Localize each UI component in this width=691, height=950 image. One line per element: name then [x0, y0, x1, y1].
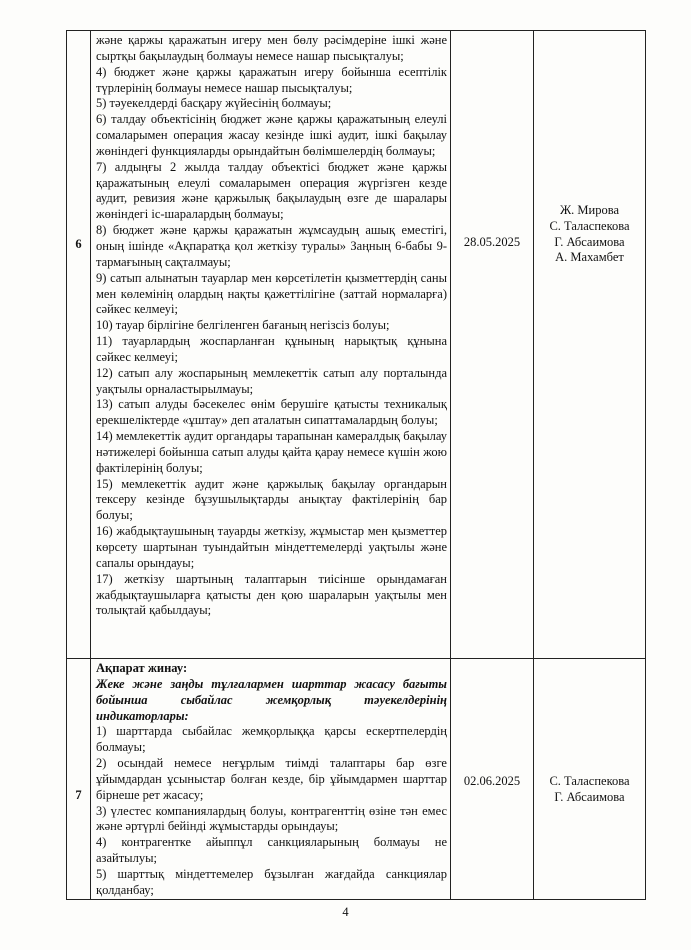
- row-number-cell: [67, 31, 91, 659]
- responsible-list: [534, 203, 645, 266]
- responsible-cell: [534, 659, 646, 900]
- responsible-person: Г. Абсаимова: [554, 789, 625, 804]
- responsible-person: Г. Абсаимова: [554, 234, 625, 249]
- responsible-cell: [534, 31, 646, 659]
- list-item: 9) сатып алынатын тауарлар мен көрсетілетін қызметтердің саны мен көлемінің олардың нақты қажеттілігіне (заттай нормаларға) сəйкес келмеуі;: [96, 270, 447, 317]
- list-item: 4) бюджет жəне қаржы қаражатын игеру бойынша есептілік түрлерінің болмауы немесе нашар пысықталуы;: [96, 64, 447, 95]
- list-item: 5) шарттық міндеттемелер бұзылған жағдайда санкциялар қолданбау;: [96, 866, 447, 897]
- row-number: 7: [75, 788, 82, 802]
- list-item: 2) осындай немесе неғұрлым тиімді талаптары бар өзге ұйымдардан ұсыныстар болған кезде, бір ұйымдармен шарттар бірнеше рет жасасу;: [96, 756, 447, 802]
- responsible-person: С. Таласпекова: [549, 218, 630, 233]
- list-item: 12) сатып алу жоспарының мемлекеттік сатып алу порталында уақтылы орналастырылмауы;: [96, 365, 447, 396]
- list-item: 5) тəуекелдерді басқару жүйесінің болмауы;: [96, 96, 332, 111]
- list-item: 1) шарттарда сыбайлас жемқорлыққа қарсы ескертпелердің болмауы;: [96, 724, 447, 755]
- date-cell: [451, 659, 534, 900]
- date-cell: [451, 31, 534, 659]
- list-item: 14) мемлекеттік аудит органдары тарапынан камералдық бақылау нəтижелері бойынша сатып алуды қайта қарау немесе күшін жою фактілерінің болуы;: [96, 429, 447, 475]
- section-subheading: Жеке жəне заңды тұлғалармен шарттар жасасу бағыты бойынша сыбайлас жемқорлық тəуекелдерінің индикаторлары:: [96, 676, 447, 723]
- page-number: 4: [342, 905, 349, 919]
- description-cell: [91, 659, 451, 900]
- list-item: 13) сатып алуды бəсекелес өнім берушіге қатысты техникалық ерекшеліктерде «ұштау» деп аталатын сипаттамалардың болуы;: [96, 397, 447, 428]
- list-item: 10) тауар бірлігіне белгіленген бағаның негізсіз болуы;: [96, 318, 390, 333]
- plan-table: [66, 30, 646, 900]
- list-item: 16) жабдықтаушының тауарды жеткізу, жұмыстар мен қызметтер көрсету шартынан туындайтын міндеттемелерді уақтылы жəне сапалы орындауы;: [96, 524, 447, 570]
- description: [91, 659, 450, 899]
- section-heading: Ақпарат жинау:: [96, 661, 188, 675]
- list-item: 17) жеткізу шартының талаптарын тиісінше орындамаған жабдықтаушыларға қатысты ден қою шараларын уақтылы мен толықтай қабылдауы;: [96, 571, 447, 618]
- list-item: 11) тауарлардың жоспарланған құнының нарықтық құнына сəйкес келмеуі;: [96, 334, 447, 364]
- row-number-cell: [67, 659, 91, 900]
- list-item: жəне қаржы қаражатын игеру мен бөлу рəсімдеріне ішкі жəне сыртқы бақылаудың болмауы немесе нашар пысықталуы;: [96, 33, 447, 63]
- responsible-person: С. Таласпекова: [549, 774, 630, 788]
- list-item: 6) талдау объектісінің бюджет жəне қаржы қаражатының елеулі сомаларымен операция жасау кезінде ішкі аудит, ішкі бақылау жөніндегі функцияларды орындайтын бөлімшелердің болмауы;: [96, 112, 447, 158]
- row-number: 6: [75, 237, 82, 251]
- list-item: 3) үлестес компаниялардың болуы, контрагенттің өзіне тəн емес жəне əртүрлі бейінді жұмыстарды орындауы;: [96, 803, 447, 834]
- list-item: 7) алдыңғы 2 жылда талдау объектісі бюджет жəне қаржы қаражатының елеулі сомаларымен операция жүргізген кезде аудит, ревизия жəне қаржылық бақылаудың өзге де шаралары жөніндегі іс-шаралардың болмауы;: [96, 159, 447, 222]
- table-row: [67, 31, 646, 659]
- responsible-person: Ж. Мирова: [559, 203, 620, 217]
- responsible-list: [534, 774, 645, 806]
- responsible-person: А. Махамбет: [555, 250, 624, 265]
- table-row: [67, 659, 646, 900]
- list-item: 4) контрагентке айыппұл санкцияларының болмауы не азайтылуы;: [96, 835, 447, 866]
- description-cell: [91, 31, 451, 659]
- list-item: 15) мемлекеттік аудит жəне қаржылық бақылау органдарын тексеру кезінде бұзушылықтарды анықтау фактілерінің бар болуы;: [96, 476, 447, 523]
- date: 02.06.2025: [463, 774, 521, 788]
- description: [91, 31, 450, 619]
- list-item: 8) бюджет жəне қаржы қаражатын жұмсаудың ашық еместігі, оның ішінде «Ақпаратқа қол жеткізу туралы» Заңның 6-бабы 9-тармағының сақталмауы;: [96, 223, 447, 269]
- date: 28.05.2025: [463, 235, 521, 249]
